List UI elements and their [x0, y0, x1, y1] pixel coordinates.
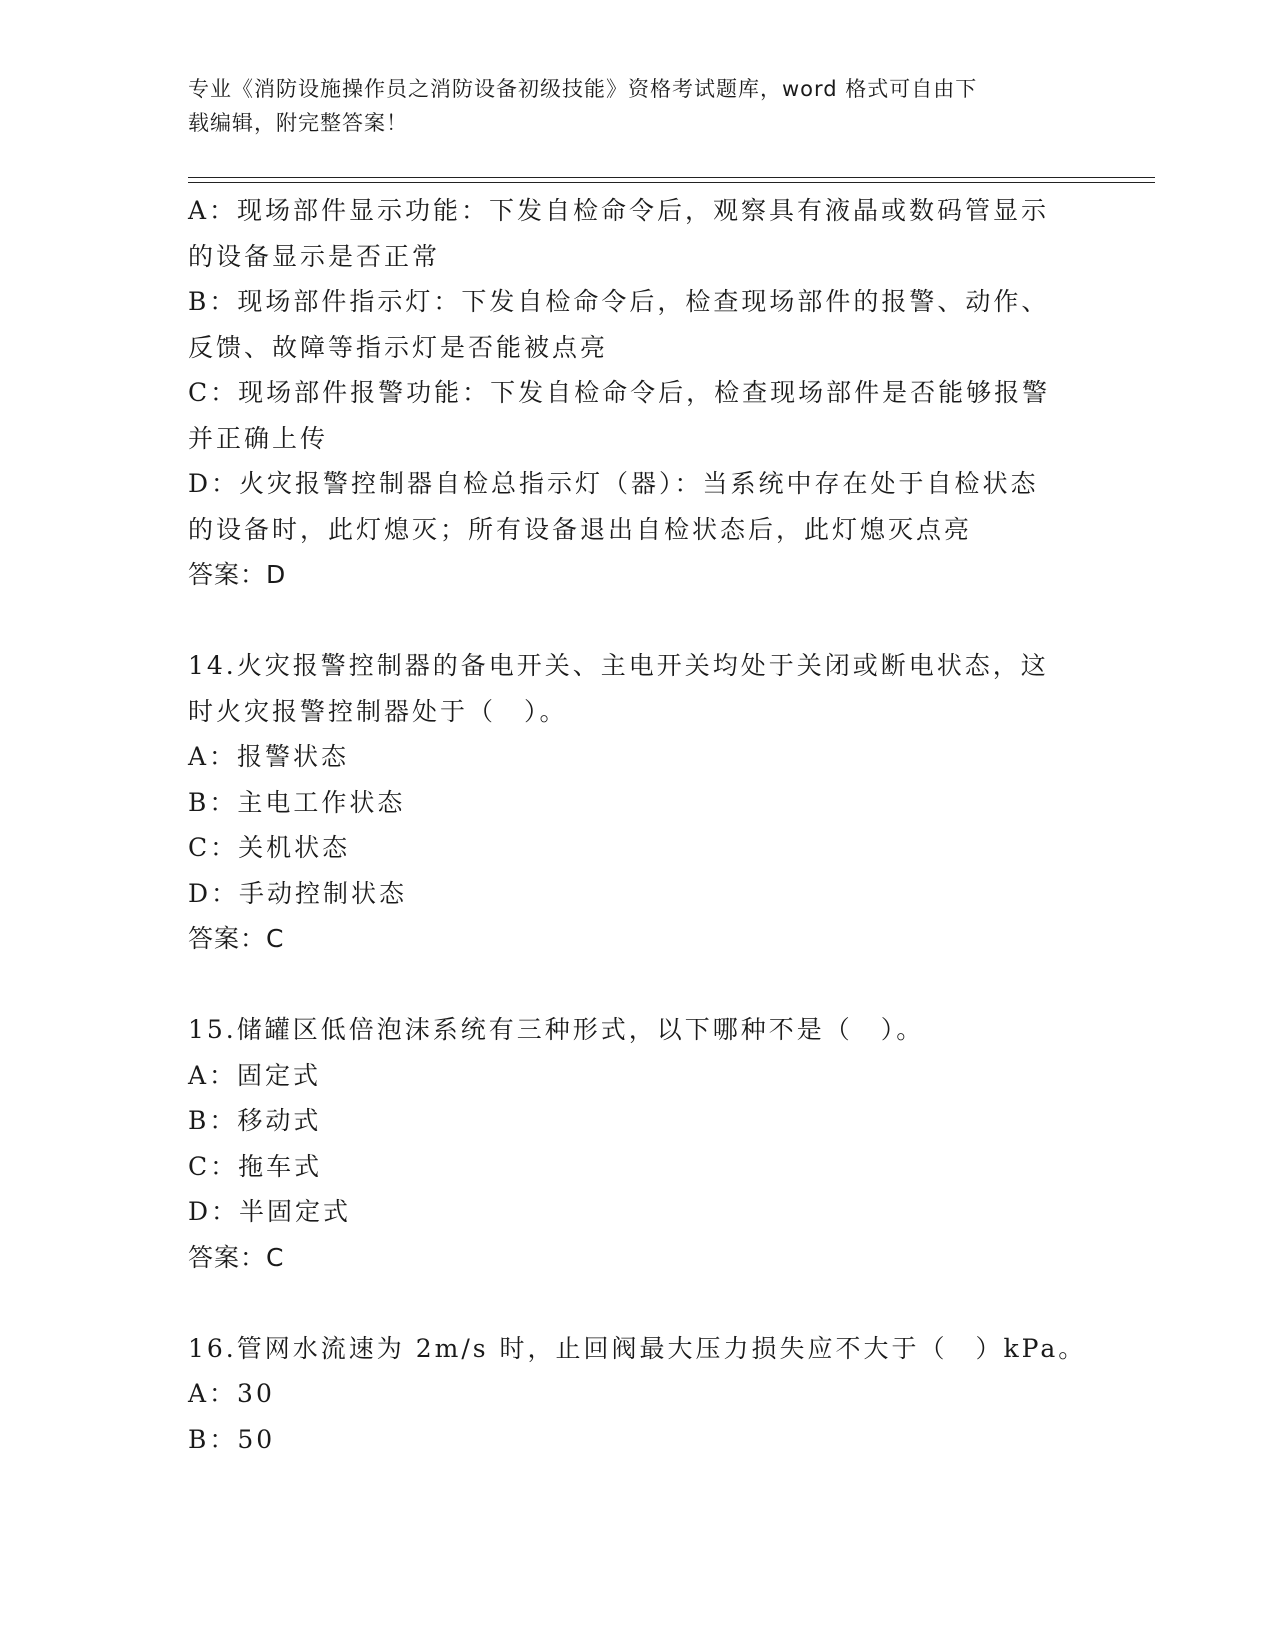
- spacer: [188, 598, 1068, 644]
- option-c: C：关机状态: [188, 833, 351, 862]
- header-line: 载编辑，附完整答案！: [188, 111, 408, 135]
- option-d: D：半固定式: [188, 1197, 352, 1226]
- option-b: B：50: [188, 1424, 276, 1454]
- answer: 答案：D: [188, 560, 287, 589]
- spacer: [188, 1280, 1068, 1326]
- question-list: [188, 188, 1087, 1462]
- question-13: [188, 188, 1068, 598]
- option-b: B：移动式: [188, 1106, 322, 1135]
- question-16: [188, 1326, 1087, 1463]
- option-a: A：报警状态: [188, 742, 350, 771]
- header-divider: [188, 182, 1155, 183]
- question-text: 时火灾报警控制器处于（ ）。: [188, 696, 568, 726]
- option-d: D：手动控制状态: [188, 878, 408, 908]
- option-a: A：现场部件显示功能：下发自检命令后，观察具有液晶或数码管显示 的设备显示是否正常: [188, 196, 1050, 271]
- question-text: 15.储罐区低倍泡沫系统有三种形式，以下哪种不是（ ）。: [188, 1015, 925, 1044]
- document-header: [188, 72, 1068, 140]
- question-15: [188, 1007, 1068, 1280]
- header-line: 专业《消防设施操作员之消防设备初级技能》资格考试题库，word 格式可自由下: [188, 77, 978, 101]
- option-a: A：30: [188, 1379, 275, 1408]
- option-c: C：现场部件报警功能：下发自检命令后，检查现场部件是否能够报警 并正确上传: [188, 378, 1051, 453]
- option-c: C：拖车式: [188, 1151, 323, 1181]
- spacer: [188, 962, 1068, 1008]
- question-text: 16.管网水流速为 2m/s 时，止回阀最大压力损失应不大于（ ）kPa。: [188, 1333, 1087, 1363]
- header-divider: [188, 177, 1155, 178]
- answer: 答案：C: [188, 924, 285, 953]
- option-b: B：现场部件指示灯：下发自检命令后，检查现场部件的报警、动作、 反馈、故障等指示灯是否能被点亮: [188, 287, 1050, 362]
- question-14: [188, 643, 1068, 962]
- option-a: A：固定式: [188, 1060, 322, 1090]
- option-b: B：主电工作状态: [188, 787, 406, 817]
- question-text: 14.火灾报警控制器的备电开关、主电开关均处于关闭或断电状态，这: [188, 651, 1049, 680]
- answer: 答案：C: [188, 1242, 285, 1272]
- option-d: D：火灾报警控制器自检总指示灯（器）：当系统中存在处于自检状态 的设备时，此灯熄灭；所有设备退出自检状态后，此灯熄灭点亮: [188, 469, 1039, 544]
